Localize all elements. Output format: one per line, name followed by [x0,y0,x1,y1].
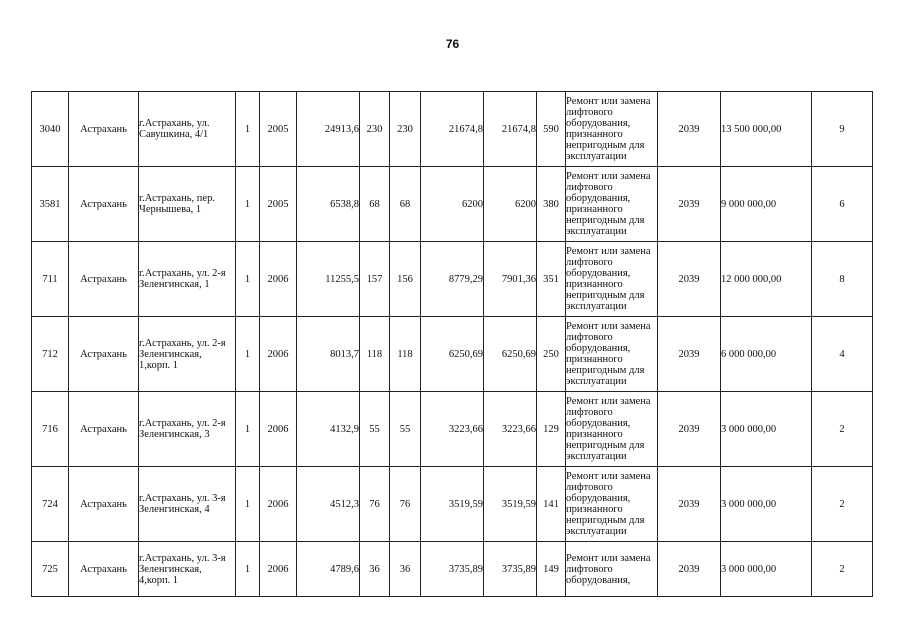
count-cell: 2 [812,542,873,597]
city-cell: Астрахань [69,467,139,542]
col7-cell: 68 [360,167,390,242]
col9-cell: 6250,69 [421,317,484,392]
col8-cell: 68 [390,167,421,242]
area-total-cell: 4789,6 [297,542,360,597]
address-cell: г.Астрахань, ул. 2-я Зеленгинская, 3 [139,392,236,467]
col11-cell: 149 [537,542,566,597]
col7-cell: 36 [360,542,390,597]
num-cell: 1 [236,392,260,467]
plan-year-cell: 2039 [658,242,721,317]
work-type-cell: Ремонт или замена лифтового оборудования, признанного непригодным для эксплуатации [566,167,658,242]
work-type-cell: Ремонт или замена лифтового оборудования, признанного непригодным для эксплуатации [566,92,658,167]
table-row [32,167,873,242]
year-cell: 2005 [260,167,297,242]
area-total-cell: 4132,9 [297,392,360,467]
col9-cell: 8779,29 [421,242,484,317]
row-id-cell: 712 [32,317,69,392]
col7-cell: 230 [360,92,390,167]
count-cell: 4 [812,317,873,392]
cost-cell: 6 000 000,00 [721,317,812,392]
count-cell: 8 [812,242,873,317]
city-cell: Астрахань [69,542,139,597]
plan-year-cell: 2039 [658,467,721,542]
num-cell: 1 [236,542,260,597]
area-total-cell: 24913,6 [297,92,360,167]
col11-cell: 129 [537,392,566,467]
city-cell: Астрахань [69,92,139,167]
col10-cell: 3519,59 [484,467,537,542]
col9-cell: 3223,66 [421,392,484,467]
address-cell: г.Астрахань, ул. Савушкина, 4/1 [139,92,236,167]
year-cell: 2006 [260,242,297,317]
col8-cell: 156 [390,242,421,317]
table-body [32,92,873,597]
table-row [32,467,873,542]
col8-cell: 36 [390,542,421,597]
num-cell: 1 [236,317,260,392]
col10-cell: 6200 [484,167,537,242]
year-cell: 2006 [260,467,297,542]
cost-cell: 9 000 000,00 [721,167,812,242]
address-cell: г.Астрахань, ул. 3-я Зеленгинская, 4 [139,467,236,542]
year-cell: 2006 [260,392,297,467]
count-cell: 9 [812,92,873,167]
col9-cell: 3519,59 [421,467,484,542]
cost-cell: 3 000 000,00 [721,392,812,467]
table-row [32,242,873,317]
col8-cell: 118 [390,317,421,392]
work-type-cell: Ремонт или замена лифтового оборудования, [566,542,658,597]
col8-cell: 55 [390,392,421,467]
work-type-cell: Ремонт или замена лифтового оборудования, признанного непригодным для эксплуатации [566,392,658,467]
row-id-cell: 724 [32,467,69,542]
address-cell: г.Астрахань, ул. 2-я Зеленгинская, 1 [139,242,236,317]
table-row [32,317,873,392]
num-cell: 1 [236,242,260,317]
capital-repair-table [31,91,873,597]
plan-year-cell: 2039 [658,317,721,392]
table-row [32,92,873,167]
col11-cell: 590 [537,92,566,167]
col10-cell: 6250,69 [484,317,537,392]
count-cell: 6 [812,167,873,242]
col10-cell: 7901,36 [484,242,537,317]
col10-cell: 21674,8 [484,92,537,167]
num-cell: 1 [236,467,260,542]
table-row [32,542,873,597]
work-type-cell: Ремонт или замена лифтового оборудования, признанного непригодным для эксплуатации [566,467,658,542]
year-cell: 2006 [260,542,297,597]
year-cell: 2005 [260,92,297,167]
col7-cell: 76 [360,467,390,542]
page-number: 76 [445,37,460,51]
col9-cell: 6200 [421,167,484,242]
col11-cell: 250 [537,317,566,392]
work-type-cell: Ремонт или замена лифтового оборудования, признанного непригодным для эксплуатации [566,317,658,392]
cost-cell: 3 000 000,00 [721,542,812,597]
address-cell: г.Астрахань, пер. Чернышева, 1 [139,167,236,242]
col7-cell: 157 [360,242,390,317]
area-total-cell: 11255,5 [297,242,360,317]
col9-cell: 21674,8 [421,92,484,167]
year-cell: 2006 [260,317,297,392]
city-cell: Астрахань [69,317,139,392]
col10-cell: 3223,66 [484,392,537,467]
num-cell: 1 [236,167,260,242]
row-id-cell: 3040 [32,92,69,167]
col11-cell: 380 [537,167,566,242]
cost-cell: 13 500 000,00 [721,92,812,167]
col7-cell: 55 [360,392,390,467]
plan-year-cell: 2039 [658,542,721,597]
area-total-cell: 8013,7 [297,317,360,392]
area-total-cell: 4512,3 [297,467,360,542]
city-cell: Астрахань [69,242,139,317]
work-type-cell: Ремонт или замена лифтового оборудования, признанного непригодным для эксплуатации [566,242,658,317]
plan-year-cell: 2039 [658,392,721,467]
count-cell: 2 [812,467,873,542]
col8-cell: 230 [390,92,421,167]
cost-cell: 3 000 000,00 [721,467,812,542]
table-row [32,392,873,467]
address-cell: г.Астрахань, ул. 3-я Зеленгинская, 4,корп. 1 [139,542,236,597]
row-id-cell: 3581 [32,167,69,242]
plan-year-cell: 2039 [658,167,721,242]
cost-cell: 12 000 000,00 [721,242,812,317]
address-cell: г.Астрахань, ул. 2-я Зеленгинская, 1,корп. 1 [139,317,236,392]
area-total-cell: 6538,8 [297,167,360,242]
num-cell: 1 [236,92,260,167]
plan-year-cell: 2039 [658,92,721,167]
col9-cell: 3735,89 [421,542,484,597]
row-id-cell: 711 [32,242,69,317]
city-cell: Астрахань [69,392,139,467]
row-id-cell: 716 [32,392,69,467]
col11-cell: 351 [537,242,566,317]
city-cell: Астрахань [69,167,139,242]
row-id-cell: 725 [32,542,69,597]
col10-cell: 3735,89 [484,542,537,597]
col11-cell: 141 [537,467,566,542]
col7-cell: 118 [360,317,390,392]
count-cell: 2 [812,392,873,467]
col8-cell: 76 [390,467,421,542]
